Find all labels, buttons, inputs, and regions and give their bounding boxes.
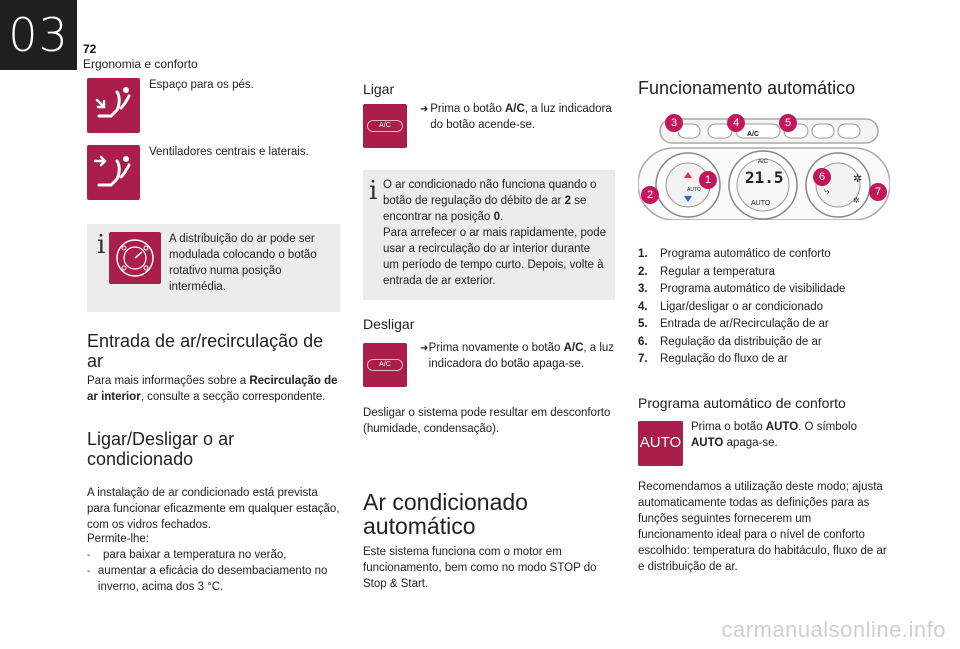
desligar-note: Desligar o sistema pode resultar em desconforto (humidade, condensação). [363, 407, 611, 435]
ac-button-graphic [367, 359, 403, 371]
callout-4: 4 [727, 114, 745, 132]
panel-ac-label: A/C [747, 131, 760, 138]
legend-item: 4. Ligar/desligar o ar condicionado [638, 300, 824, 313]
arrow-right-icon: ➜ [420, 343, 429, 354]
feet-vent-icon [87, 78, 140, 133]
feet-label: Espaço para os pés. [149, 79, 254, 91]
auto-button-label: AUTO [639, 434, 682, 451]
air-intake-text: Para mais informações sobre a Recirculação de ar interior, consulte a secção correspondente. [87, 375, 338, 403]
comfort-heading: Programa automático de conforto [638, 395, 846, 411]
info-ac-text: O ar condicionado não funciona quando o botão de regulação do débito de ar 2 se encontrar na posição 0. Para arrefecer o ar mais rapidamente, pode usar a recirculação do ar interior durante um período de tempo curto. Depois, volte à entrada de ar exterior. [383, 179, 607, 287]
ac-onoff-bullet-2: - aumentar a eficácia do desembaciamento no inverno, acima dos 3 °C. [87, 565, 328, 593]
legend-item: 2. Regular a temperatura [638, 265, 776, 278]
section-title: Ergonomia e conforto [83, 57, 198, 71]
ac-onoff-heading: Ligar/Desligar o ar condicionado [87, 429, 235, 469]
chapter-number: 03 [0, 0, 77, 70]
callout-2: 2 [641, 186, 659, 204]
fan-small-icon: ✲ [853, 196, 860, 205]
ac-button-label: A/C [379, 122, 391, 129]
climate-panel [638, 110, 890, 220]
fan-icon: ✲ [853, 173, 863, 185]
auto-ac-text: Este sistema funciona com o motor em funcionamento, bem como no modo STOP do Stop & Start. [363, 546, 597, 590]
auto-ac-heading: Ar condicionado automático [363, 489, 528, 539]
ac-onoff-paragraph: A instalação de ar condicionado está prevista para funcionar eficazmente em qualquer estação, com os vidros fechados. [87, 487, 340, 531]
page-number: 72 [83, 42, 97, 56]
info-icon: i [97, 230, 106, 260]
ac-onoff-allows: Permite-lhe: [87, 533, 149, 545]
callout-1: 1 [699, 171, 717, 189]
watermark: carmanualsonline.info [721, 617, 946, 642]
ac-button-tile-off [363, 343, 407, 387]
info-box-ac [363, 170, 615, 300]
rotary-knob-tile [109, 232, 161, 284]
callout-7: 7 [869, 183, 887, 201]
desligar-heading: Desligar [363, 316, 415, 332]
info-icon: i [369, 176, 378, 206]
airflow-distribution-icon: ⤷ [824, 186, 830, 197]
face-vent-icon [87, 145, 140, 200]
callout-3: 3 [665, 114, 683, 132]
callout-6: 6 [813, 168, 831, 186]
legend-item: 6. Regulação da distribuição de ar [638, 335, 822, 348]
info-distribution-text: A distribuição do ar pode ser modulada colocando o botão rotativo numa posição intermédia. [169, 233, 317, 293]
comfort-text: Prima o botão AUTO. O símbolo AUTO apaga-se. [691, 421, 857, 449]
callout-5: 5 [779, 114, 797, 132]
auto-operation-heading: Funcionamento automático [638, 78, 856, 98]
air-intake-heading: Entrada de ar/recirculação de ar [87, 331, 324, 371]
ac-onoff-bullet-1: - para baixar a temperatura no verão, [87, 549, 287, 561]
rotary-knob-icon [109, 232, 161, 284]
ligar-heading: Ligar [363, 81, 395, 97]
comfort-recommend: Recomendamos a utilização deste modo; ajusta automaticamente todas as definições para as funções seguintes fornecerem um funcionamento ideal para o nível de conforto escolhido: temperatura do habitáculo, fluxo de ar e distribuição de ar. [638, 481, 887, 573]
ac-button-graphic [367, 120, 403, 132]
auto-button-tile [638, 421, 683, 466]
panel-auto-label-display: AUTO [751, 200, 771, 207]
ac-button-tile-on [363, 104, 407, 148]
arrow-right-icon: ➜ [420, 104, 429, 115]
legend-item: 1. Programa automático de conforto [638, 248, 831, 260]
ligar-text: ➜ Prima o botão A/C, a luz indicadora do botão acende-se. [420, 103, 612, 131]
panel-ac-label-small: A/C [758, 159, 769, 165]
legend-item: 7. Regulação do fluxo de ar [638, 353, 788, 365]
feet-vent-tile [87, 78, 140, 133]
legend-item: 3. Programa automático de visibilidade [638, 283, 846, 295]
vents-label: Ventiladores centrais e laterais. [149, 146, 309, 158]
panel-display-digits: 21.5 [745, 168, 784, 187]
legend-item: 5. Entrada de ar/Recirculação de ar [638, 318, 829, 330]
desligar-text: ➜ Prima novamente o botão A/C, a luz indicadora do botão apaga-se. [420, 342, 615, 370]
vents-tile [87, 145, 140, 200]
info-box-distribution [87, 224, 340, 312]
panel-legend [638, 246, 888, 369]
ac-button-label: A/C [379, 361, 391, 368]
panel-auto-label-left: AUTO [687, 187, 701, 193]
